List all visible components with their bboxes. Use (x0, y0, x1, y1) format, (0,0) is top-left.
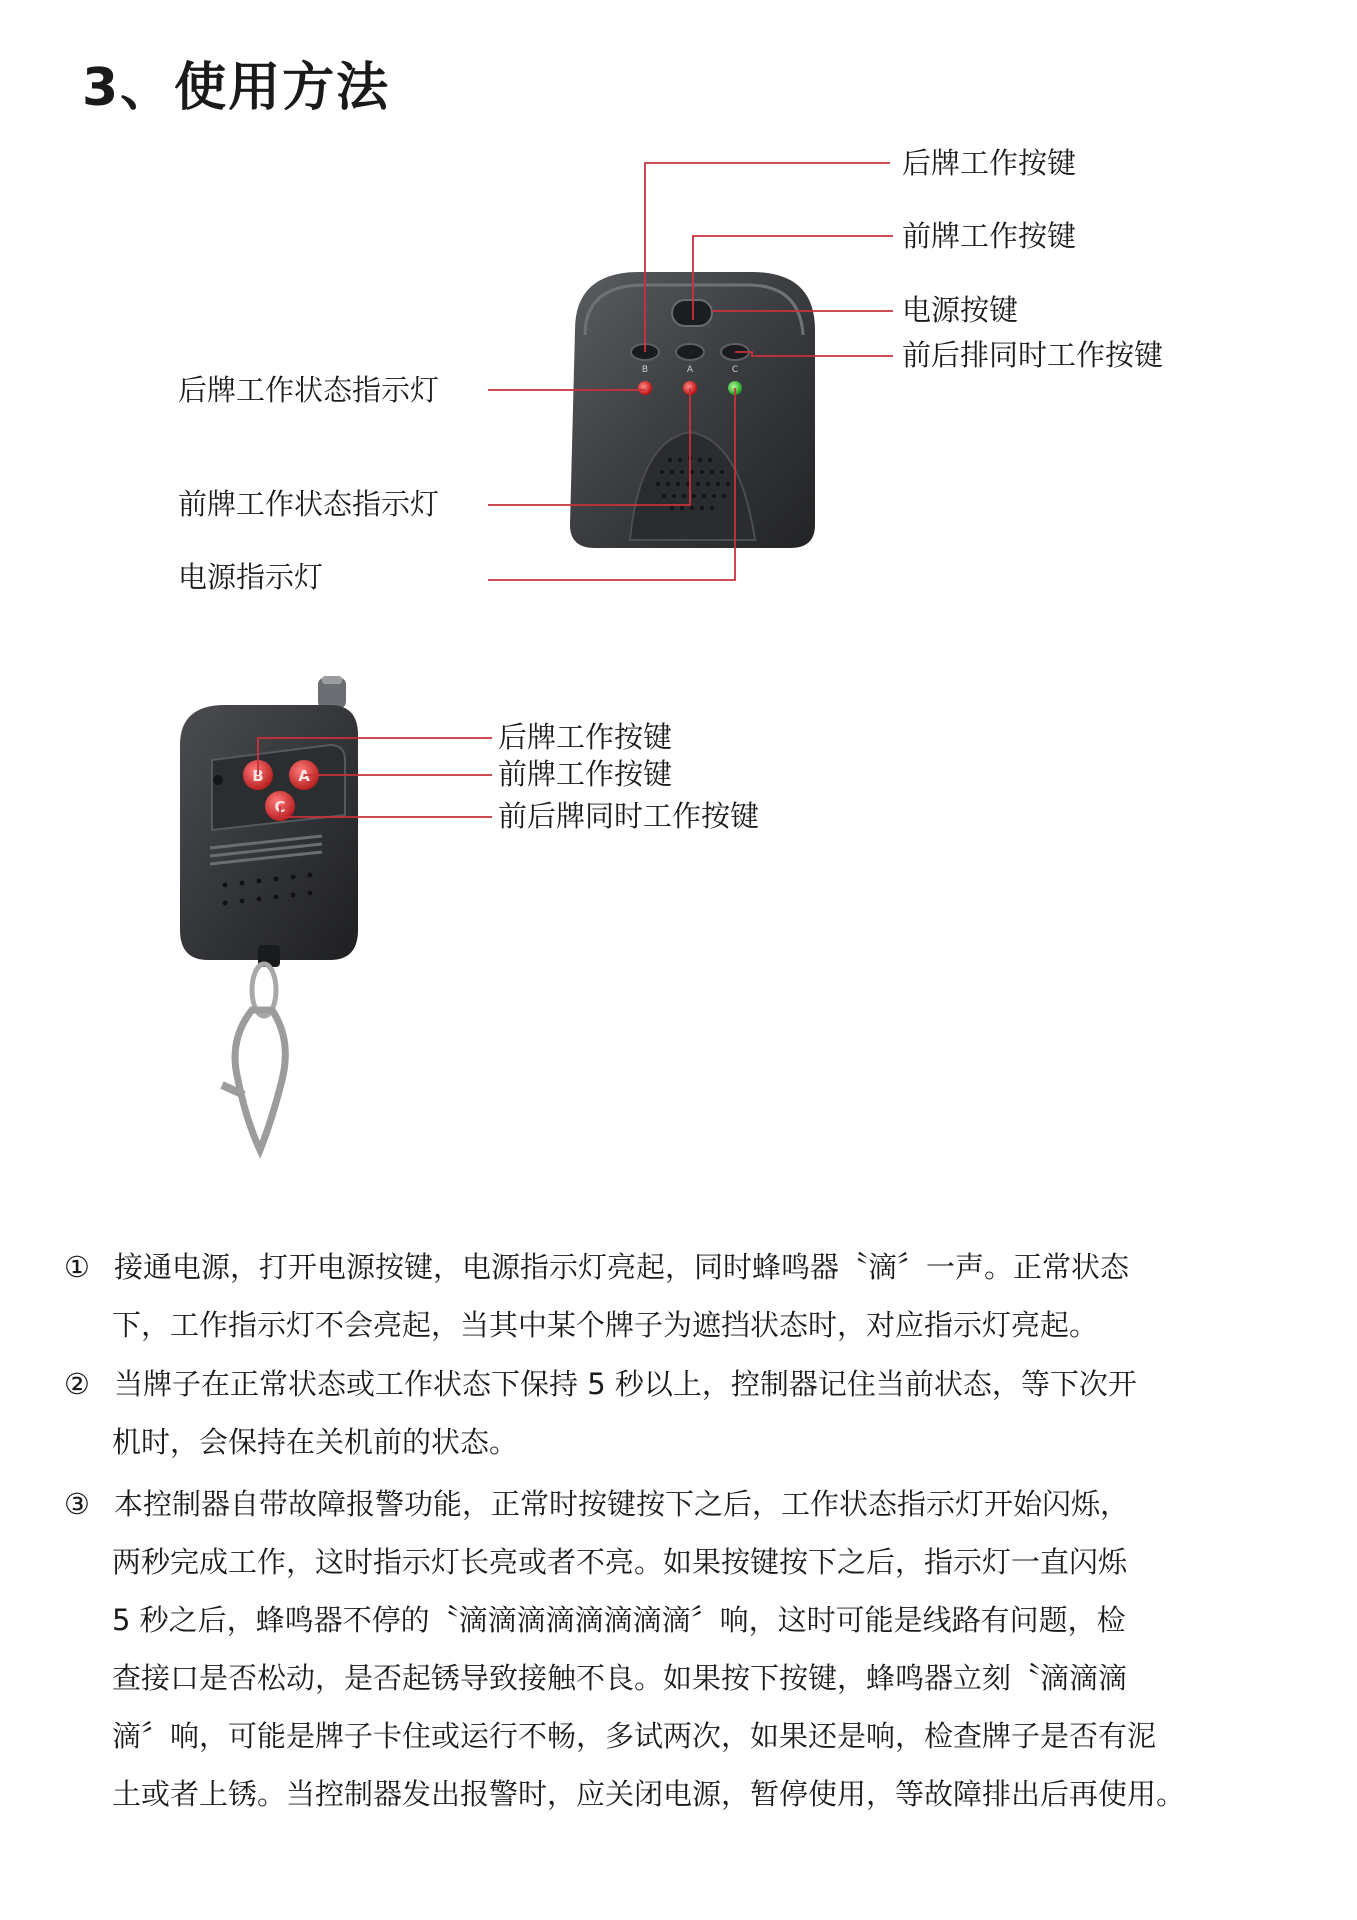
instruction-3-marker: ③ (64, 1487, 90, 1521)
remote-button-a-label: A (298, 767, 310, 785)
instruction-1-line-2: 下，工作指示灯不会亮起，当其中某个牌子为遮挡状态时，对应指示灯亮起。 (112, 1308, 1099, 1342)
instruction-2-line-2: 机时，会保持在关机前的状态。 (112, 1425, 519, 1459)
label-remote-rear-button: 后牌工作按键 (498, 720, 673, 754)
label-remote-both-button: 前后牌同时工作按键 (498, 799, 760, 833)
instruction-3-line-6: 土或者上锈。当控制器发出报警时，应关闭电源，暂停使用，等故障排出后再使用。 (112, 1777, 1186, 1811)
label-power-led: 电源指示灯 (178, 560, 324, 594)
remote-button-b-label: B (252, 767, 264, 785)
instruction-1-line-1: 接通电源，打开电源按键，电源指示灯亮起，同时蜂鸣器〝滴〞一声。正常状态 (114, 1250, 1130, 1284)
instruction-2-line-1: 当牌子在正常状态或工作状态下保持 5 秒以上，控制器记住当前状态，等下次开 (114, 1367, 1137, 1401)
instruction-3-line-5: 滴〞响，可能是牌子卡住或运行不畅，多试两次，如果还是响，检查牌子是否有泥 (112, 1719, 1157, 1753)
instruction-3-line-2: 两秒完成工作，这时指示灯长亮或者不亮。如果按键按下之后，指示灯一直闪烁 (112, 1545, 1128, 1579)
front-work-button (676, 344, 704, 360)
label-power-button: 电源按键 (902, 293, 1019, 327)
remote-body (180, 705, 358, 960)
rear-status-led (638, 381, 652, 395)
instruction-1-marker: ① (64, 1250, 90, 1284)
instruction-1 (64, 1238, 1314, 1354)
remote-button-c-label: C (274, 798, 286, 816)
controller-mark-b: B (641, 365, 649, 375)
label-front-status-led: 前牌工作状态指示灯 (178, 487, 440, 521)
label-remote-front-button: 前牌工作按键 (498, 757, 673, 791)
label-rear-work-button: 后牌工作按键 (902, 146, 1077, 180)
controller-mark-a: A (686, 365, 694, 375)
instruction-3-line-3: 5 秒之后，蜂鸣器不停的〝滴滴滴滴滴滴滴滴〞响，这时可能是线路有问题，检 (112, 1603, 1126, 1637)
instruction-2 (64, 1355, 1314, 1471)
instruction-3 (64, 1475, 1314, 1823)
instruction-2-marker: ② (64, 1367, 90, 1401)
page-title: 3、使用方法 (82, 58, 391, 118)
power-button (672, 300, 712, 326)
label-rear-status-led: 后牌工作状态指示灯 (178, 373, 440, 407)
label-front-work-button: 前牌工作按键 (902, 219, 1077, 253)
keyring-clasp (235, 1010, 285, 1150)
label-both-work-button: 前后排同时工作按键 (902, 338, 1164, 372)
controller-mark-c: C (731, 365, 739, 375)
instruction-3-line-4: 查接口是否松动，是否起锈导致接触不良。如果按下按键，蜂鸣器立刻〝滴滴滴 (112, 1661, 1128, 1695)
instruction-3-line-1: 本控制器自带故障报警功能，正常时按键按下之后，工作状态指示灯开始闪烁， (114, 1487, 1130, 1521)
